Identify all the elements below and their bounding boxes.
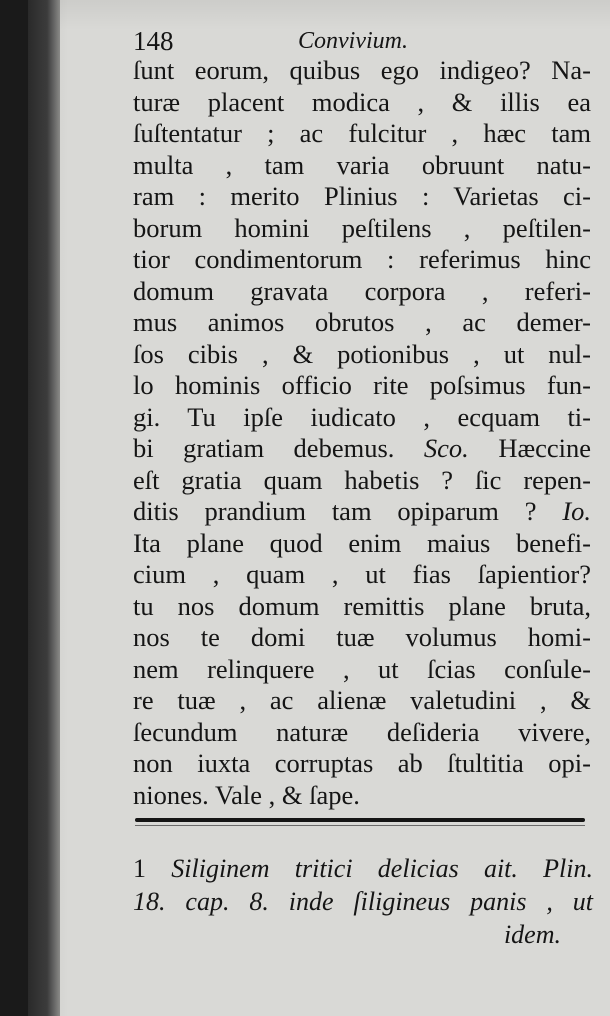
page-number: 148 (133, 26, 174, 56)
text-line: ſos cibis , & potionibus , ut nul- (133, 338, 591, 369)
text-line: ſuſtentatur ; ac fulcitur , hæc tam (133, 118, 591, 148)
text-line: re tuæ , ac alienæ valetudini , & (133, 685, 591, 715)
text-line: ſunt eorum, quibus ego indigeo? Na- (133, 55, 591, 85)
text-line: ſecundum naturæ deſideria vivere, (133, 716, 591, 747)
text-line: cium , quam , ut fias ſapientior? (133, 559, 591, 589)
binding-shadow (28, 0, 60, 1016)
text-line: nem relinquere , ut ſcias conſule- (133, 653, 591, 684)
footnote-line: 18. cap. 8. inde ſiligineus panis , ut (133, 887, 593, 916)
text-line: tu nos domum remittis plane bruta, (133, 590, 591, 621)
text-fragment: Hæccine (498, 433, 592, 463)
footnote-line (133, 852, 593, 885)
text-fragment: ditis prandium tam opiparum ? (133, 496, 537, 526)
text-line: turæ placent modica , & illis ea (133, 86, 591, 117)
text-line: eſt gratia quam habetis ? ſic repen- (133, 464, 591, 495)
text-line: borum homini peſtilens , peſtilen- (133, 212, 591, 243)
text-line: Ita plane quod enim maius benefi- (133, 527, 591, 558)
text-line-with-speaker (133, 433, 591, 465)
text-line: tior condimentorum : referimus hinc (133, 244, 591, 274)
text-line: domum gravata corpora , referi- (133, 275, 591, 306)
footnote-line: idem. (503, 920, 561, 949)
body-text (133, 55, 591, 811)
text-line: multa , tam varia obruunt natu- (133, 149, 591, 180)
text-line: mus animos obrutos , ac demer- (133, 307, 591, 337)
footnote (133, 852, 593, 951)
text-line: nos te domi tuæ volumus homi- (133, 622, 591, 652)
running-title: Convivium. (298, 28, 408, 54)
footnote-text: Siliginem tritici delicias ait. Plin. (171, 854, 594, 883)
footnote-rule (135, 818, 585, 822)
text-fragment: bi gratiam debemus. (133, 433, 395, 463)
text-line: niones. Vale , & ſape. (133, 779, 360, 810)
text-line: lo hominis officio rite poſsimus fun- (133, 370, 591, 400)
text-line-with-speaker (133, 496, 591, 528)
text-line: gi. Tu ipſe iudicato , ecquam ti- (133, 401, 591, 432)
text-line: non iuxta corruptas ab ſtultitia opi- (133, 748, 591, 778)
speaker-io: Io. (562, 496, 592, 526)
speaker-sco: Sco. (423, 433, 469, 463)
footnote-marker: 1 (133, 854, 146, 883)
text-line: ram : merito Plinius : Varietas ci- (133, 181, 591, 211)
